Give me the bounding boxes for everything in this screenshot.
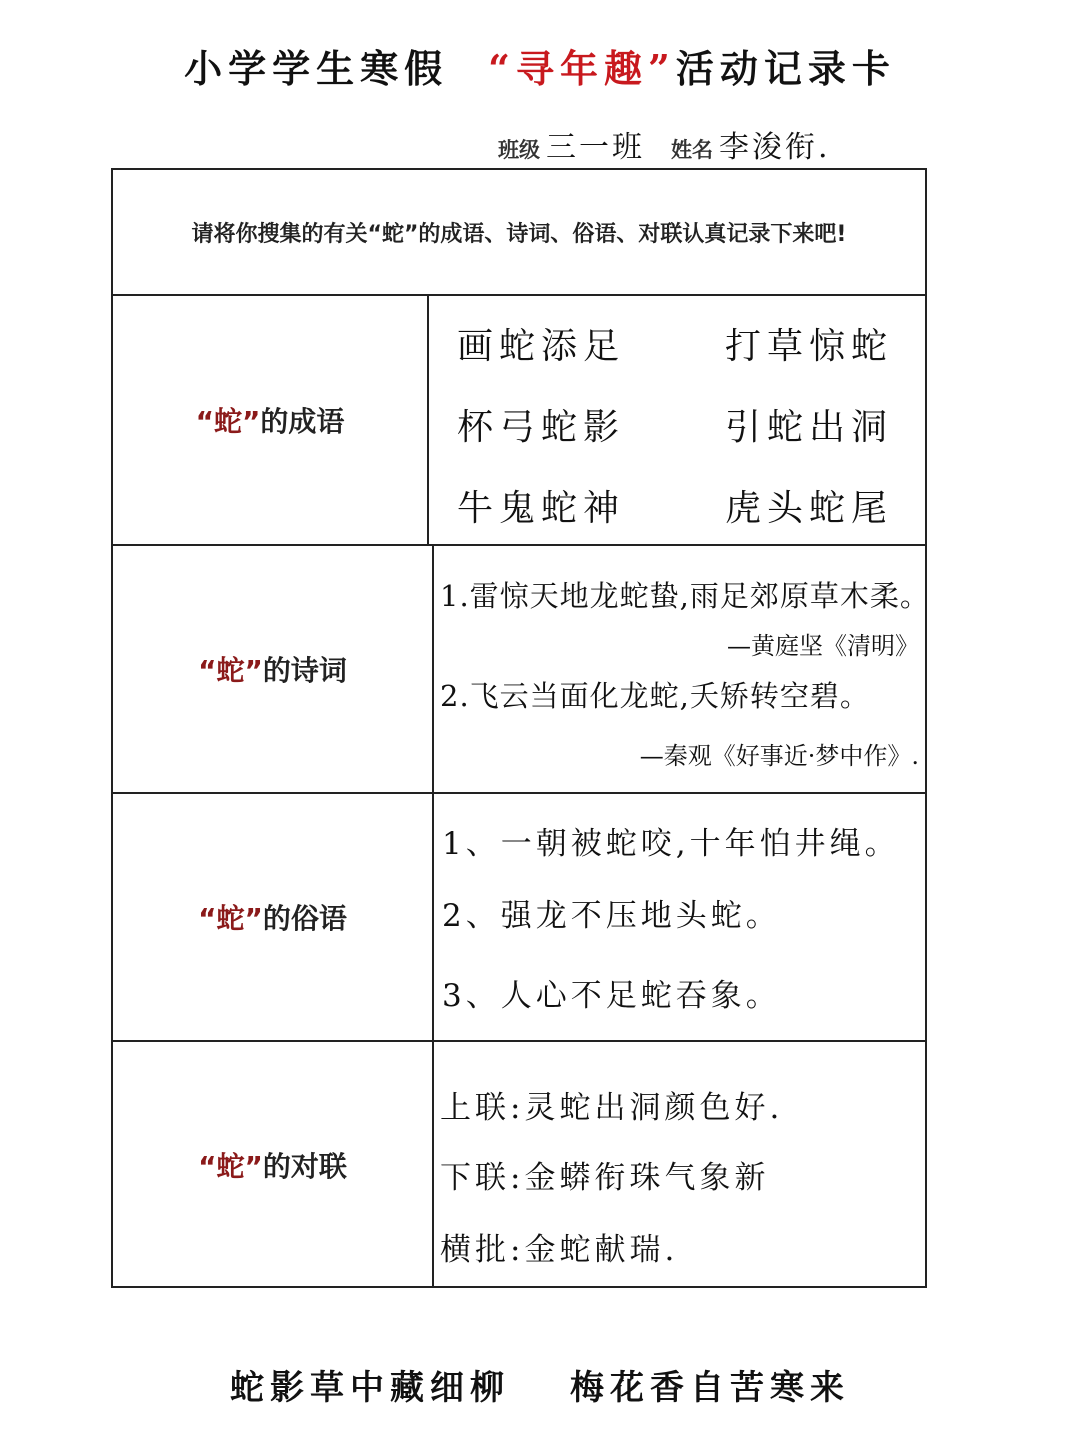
couplet-content xyxy=(434,1042,925,1288)
page-title xyxy=(0,38,1080,93)
idiom-item: 引蛇出洞 xyxy=(725,407,894,448)
row-title: 的诗词 xyxy=(262,654,347,687)
idiom-item: 画蛇添足 xyxy=(457,326,626,367)
idiom-item: 打草惊蛇 xyxy=(725,326,894,367)
couplet-horizontal: 横批:金蛇献瑞. xyxy=(440,1232,679,1268)
instruction-text: 请将你搜集的有关“蛇”的成语、诗词、俗语、对联认真记录下来吧! xyxy=(113,170,925,296)
idiom-row-label xyxy=(113,296,429,544)
row-keyword: “蛇” xyxy=(198,654,263,687)
poem-row-label xyxy=(113,546,434,792)
title-highlight: “寻年趣” xyxy=(488,46,676,91)
idiom-item: 牛鬼蛇神 xyxy=(457,488,626,529)
idiom-item: 虎头蛇尾 xyxy=(725,488,894,529)
name-value: 李浚衔. xyxy=(719,130,831,165)
row-title: 的成语 xyxy=(260,405,345,438)
poem-attribution: —黄庭坚《清明》 xyxy=(727,632,919,660)
poem-attribution: —秦观《好事近·梦中作》. xyxy=(639,742,919,770)
saying-line: 2、强龙不压地头蛇。 xyxy=(442,898,781,934)
saying-row-label xyxy=(113,794,434,1040)
footer-verse xyxy=(0,1360,1080,1409)
row-keyword: “蛇” xyxy=(195,405,261,438)
couplet-lower: 下联:金蟒衔珠气象新 xyxy=(440,1160,770,1196)
couplet-upper: 上联:灵蛇出洞颜色好. xyxy=(440,1090,784,1126)
footer-right: 梅花香自苦寒来 xyxy=(570,1368,850,1408)
saying-line: 1、一朝被蛇咬,十年怕井绳。 xyxy=(442,826,900,862)
poem-line: 1.雷惊天地龙蛇蛰,雨足郊原草木柔。 xyxy=(440,579,930,613)
couplet-row-label xyxy=(113,1042,434,1288)
row-keyword: “蛇” xyxy=(198,902,263,935)
class-label: 班级 xyxy=(498,138,540,162)
row-title: 的俗语 xyxy=(262,902,347,935)
idiom-item: 杯弓蛇影 xyxy=(457,407,626,448)
saying-content xyxy=(434,794,925,1040)
footer-left: 蛇影草中藏细柳 xyxy=(230,1368,510,1408)
title-part1: 小学学生寒假 xyxy=(184,46,449,91)
name-label: 姓名 xyxy=(671,138,713,162)
row-keyword: “蛇” xyxy=(198,1150,263,1183)
couplet-row xyxy=(113,1042,925,1288)
poem-content xyxy=(434,546,930,792)
saying-line: 3、人心不足蛇吞象。 xyxy=(442,978,781,1014)
row-title: 的对联 xyxy=(262,1150,347,1183)
saying-row xyxy=(113,794,925,1042)
record-card xyxy=(111,168,930,1288)
idiom-content xyxy=(429,296,925,544)
class-value: 三一班 xyxy=(546,130,645,165)
idiom-row xyxy=(113,296,925,546)
title-part3: 活动记录卡 xyxy=(675,46,896,91)
poem-row xyxy=(113,546,930,794)
poem-line: 2.飞云当面化龙蛇,夭矫转空碧。 xyxy=(440,679,870,713)
student-info xyxy=(498,122,857,166)
